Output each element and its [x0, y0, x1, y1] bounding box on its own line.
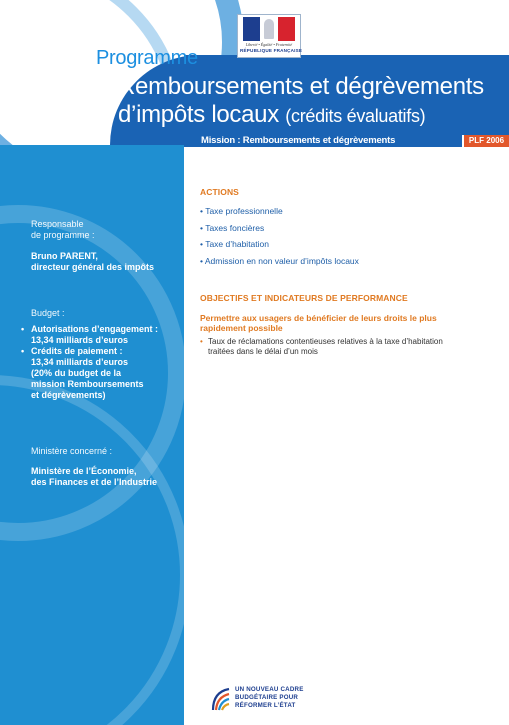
budget-line: mission Remboursements: [31, 379, 144, 389]
objective-line: Permettre aux usagers de bénéficier de leurs droits le plus: [200, 313, 437, 323]
reform-emblem-icon: [211, 686, 231, 712]
budget-line: (20% du budget de la: [31, 368, 122, 378]
budget-line: et dégrèvements): [31, 390, 106, 400]
budget-line: 13,34 milliards d’euros: [31, 357, 129, 367]
list-item: • Taxes foncières: [200, 220, 359, 237]
reform-text: [235, 686, 304, 710]
tricolor-flag-icon: [243, 17, 295, 41]
budget-label: Budget :: [31, 308, 65, 318]
budget-line: • Autorisations d’engagement :: [31, 324, 159, 334]
plf-badge: PLF 2006: [464, 135, 509, 147]
marianne-logo: [237, 14, 301, 58]
list-item: • Taxe d’habitation: [200, 236, 359, 253]
responsable-label: [31, 219, 95, 241]
mission-bar: [184, 135, 509, 149]
page-title-line2: [118, 101, 425, 129]
mission-bar-background: [184, 135, 462, 147]
ministere-value: [31, 466, 157, 488]
budget-item: [21, 346, 181, 401]
indicator-item: • Taux de réclamations contentieuses relatives à la taxe d’habitation traitées dans le délai d’un mois: [200, 337, 470, 357]
objectives-heading: OBJECTIFS ET INDICATEURS DE PERFORMANCE: [200, 293, 408, 303]
reform-line: UN NOUVEAU CADRE: [235, 686, 304, 693]
responsable-name: Bruno PARENT,: [31, 251, 98, 261]
budget-list: [21, 324, 181, 401]
indicator-line: Taux de réclamations contentieuses relatives à la taxe d’habitation: [208, 337, 443, 346]
budget-line: • Crédits de paiement :: [31, 346, 123, 356]
programme-label: Programme: [96, 47, 198, 69]
responsable-value: [31, 251, 154, 273]
objective-line: rapidement possible: [200, 323, 283, 333]
ministere-line: Ministère de l’Économie,: [31, 466, 137, 476]
page-title-suffix: (crédits évaluatifs): [285, 106, 426, 126]
budget-line: 13,34 milliards d’euros: [31, 335, 129, 345]
logo-motto: Liberté • Égalité • Fraternité: [245, 42, 293, 47]
objective-title: [200, 313, 460, 333]
page-title-line1: Remboursements et dégrèvements: [118, 73, 484, 100]
responsable-title: directeur général des impôts: [31, 262, 155, 272]
reform-line: RÉFORMER L’ÉTAT: [235, 702, 296, 709]
list-item: • Admission en non valeur d’impôts locaux: [200, 253, 359, 270]
logo-republic: RÉPUBLIQUE FRANÇAISE: [240, 48, 303, 53]
ministere-label: Ministère concerné :: [31, 446, 113, 456]
page-title-main: d’impôts locaux: [118, 101, 279, 128]
responsable-label-line: de programme :: [31, 230, 95, 240]
responsable-label-line: Responsable: [31, 219, 84, 229]
mission-text: Mission : Remboursements et dégrèvements: [201, 135, 396, 146]
list-item: • Taxe professionnelle: [200, 203, 359, 220]
reform-logo: [211, 686, 304, 716]
actions-heading: ACTIONS: [200, 187, 239, 197]
reform-line: BUDGÉTAIRE POUR: [235, 694, 299, 701]
actions-list: [200, 203, 359, 269]
ministere-line: des Finances et de l’Industrie: [31, 477, 158, 487]
budget-item: [21, 324, 181, 346]
indicator-line: traitées dans le délai d’un mois: [208, 347, 318, 356]
